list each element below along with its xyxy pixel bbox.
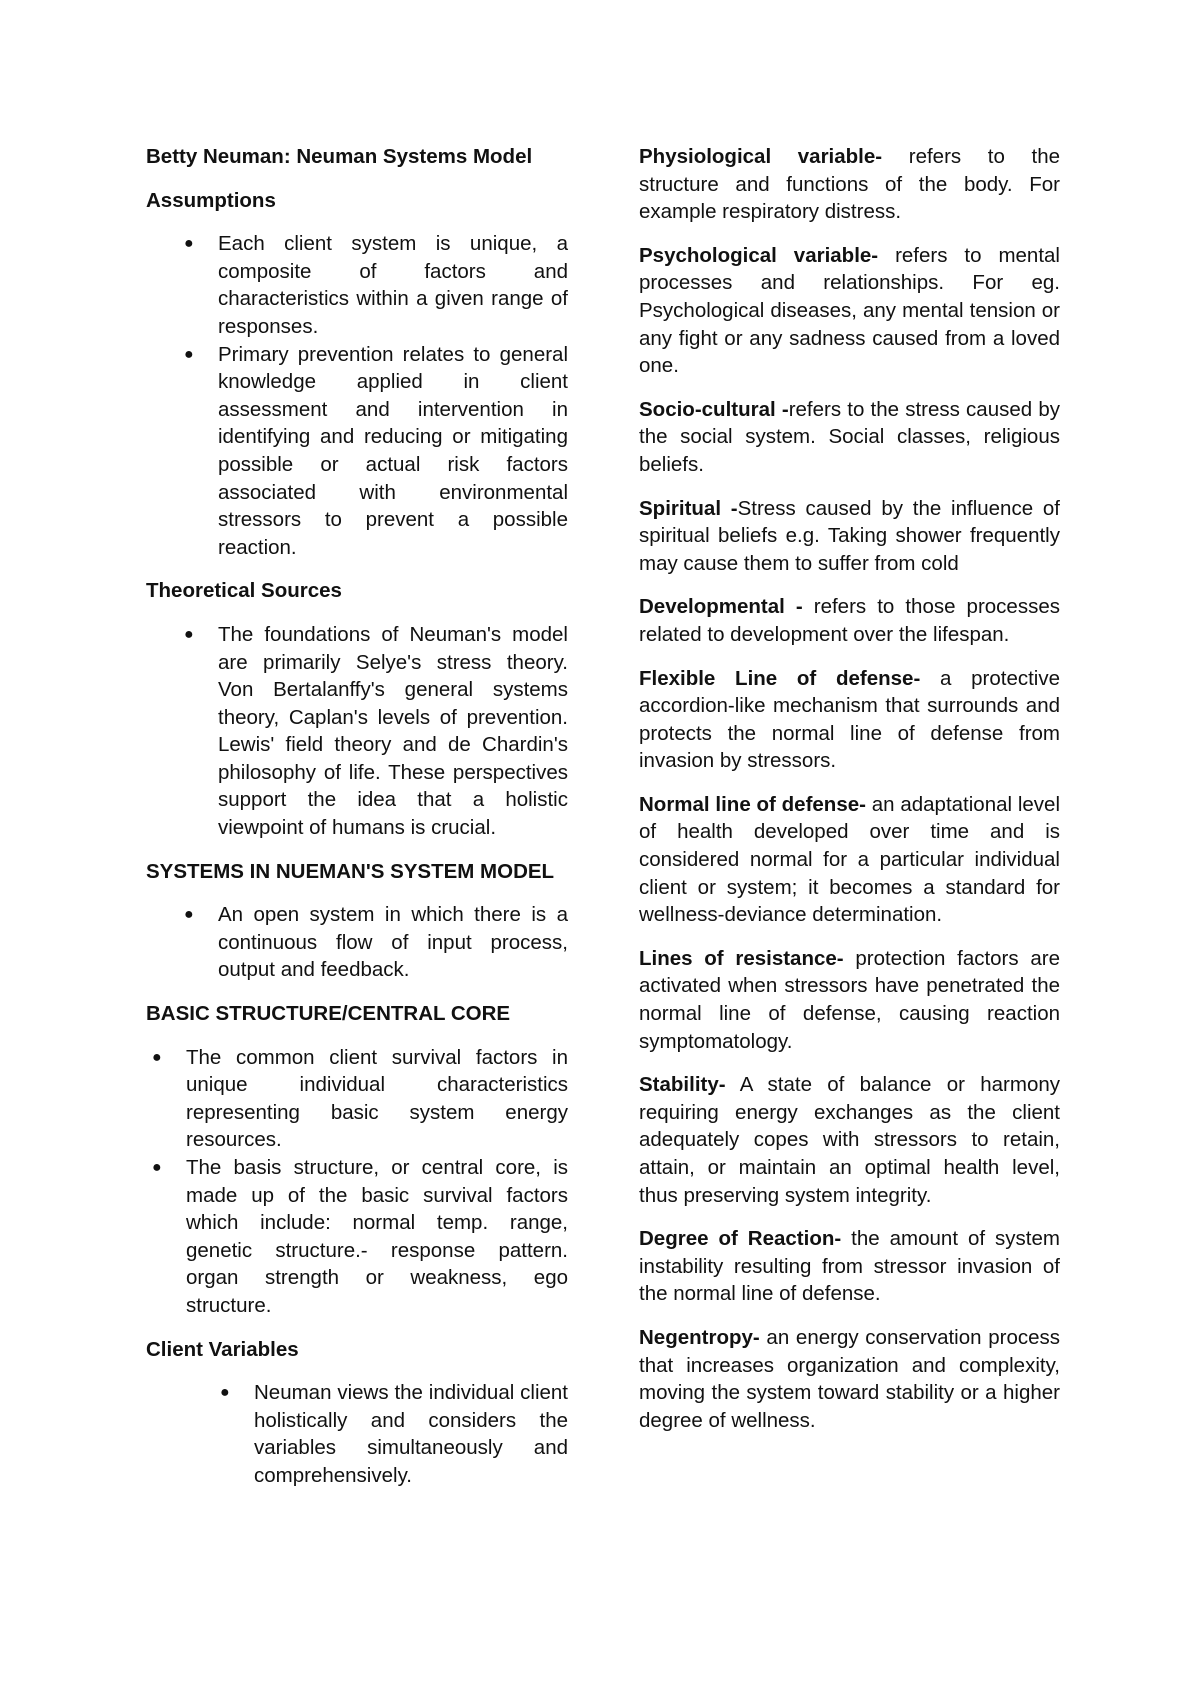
definition-normal-line: Normal line of defense- an adaptational level of health developed over time and is considered normal for a particular individual client or system; it becomes a standard for wellness-deviance determination.: [639, 792, 1061, 927]
definition-stability: Stability- A state of balance or harmony requiring energy exchanges as the client adequately copes with stressors to retain, attain, or maintain an optimal health level, thus preserving system integrity.: [639, 1073, 1060, 1207]
assumptions-list: [184, 230, 568, 561]
list-item: ● The basis structure, or central core, is made up of the basic survival factors which include: normal temp. range, genetic structure.- response pattern. organ strength or weakness, ego structure.: [152, 1156, 568, 1317]
list-item: ● Neuman views the individual client holistically and considers the variables simultaneously and comprehensively.: [220, 1381, 568, 1487]
definition-developmental: Developmental - refers to those processes related to development over the lifespan.: [639, 595, 1060, 646]
right-column: [639, 143, 1060, 1450]
central-core-heading: BASIC STRUCTURE/CENTRAL CORE: [146, 1002, 511, 1026]
client-variables-list: [220, 1379, 568, 1489]
bullet-icon: ●: [220, 1384, 230, 1402]
systems-list: [184, 901, 568, 984]
bullet-icon: ●: [152, 1048, 162, 1066]
theoretical-sources-heading: Theoretical Sources: [146, 579, 342, 603]
assumptions-heading: Assumptions: [146, 188, 276, 212]
bullet-icon: ●: [184, 906, 194, 924]
definition-psychological: Psychological variable- refers to mental processes and relationships. For eg. Psychological diseases, any mental tension or any fight or any sadness caused from a loved one.: [639, 243, 1060, 378]
list-item: ● Each client system is unique, a composite of factors and characteristics within a given range of responses.: [184, 232, 568, 338]
bullet-icon: ●: [152, 1159, 162, 1176]
left-column: [146, 143, 568, 1506]
definition-spiritual: Spiritual -Stress caused by the influence of spiritual beliefs e.g. Taking shower frequently may cause them to suffer from cold: [639, 496, 1060, 575]
bullet-icon: ●: [184, 235, 194, 253]
central-core-list: [152, 1044, 568, 1320]
list-item: ● Primary prevention relates to general knowledge applied in client assessment and intervention in identifying and reducing or mitigating possible or actual risk factors associated with environmental stressors to prevent a possible reaction.: [184, 342, 568, 559]
list-item: ● An open system in which there is a continuous flow of input process, output and feedback.: [184, 903, 568, 982]
theoretical-sources-list: [184, 621, 568, 842]
definition-physiological: Physiological variable- refers to the structure and functions of the body. For example respiratory distress.: [639, 145, 1060, 224]
definition-lines-of-resistance: Lines of resistance- protection factors are activated when stressors have penetrated the normal line of defense, causing reaction symptomatology.: [639, 946, 1061, 1053]
systems-heading: SYSTEMS IN NUEMAN'S SYSTEM MODEL: [146, 859, 555, 883]
bullet-icon: ●: [184, 625, 194, 643]
definition-socio-cultural: Socio-cultural -refers to the stress caused by the social system. Social classes, religious beliefs.: [639, 397, 1060, 476]
client-variables-heading: Client Variables: [146, 1337, 299, 1361]
list-item: ● The foundations of Neuman's model are primarily Selye's stress theory. Von Bertalanffy's general systems theory, Caplan's levels of prevention. Lewis' field theory and de Chardin's philosophy of life. These perspectives support the idea that a holistic viewpoint of humans is crucial.: [184, 622, 568, 840]
bullet-icon: ●: [184, 345, 194, 363]
document-title: Betty Neuman: Neuman Systems Model: [146, 145, 533, 168]
list-item: ● The common client survival factors in unique individual characteristics representing basic system energy resources.: [152, 1045, 568, 1152]
definition-degree-of-reaction: Degree of Reaction- the amount of system instability resulting from stressor invasion of the normal line of defense.: [639, 1227, 1060, 1306]
definition-flexible-line: Flexible Line of defense- a protective accordion-like mechanism that surrounds and protects the normal line of defense from invasion by stressors.: [639, 666, 1060, 773]
definition-negentropy: Negentropy- an energy conservation process that increases organization and complexity, moving the system toward stability or a higher degree of wellness.: [639, 1325, 1060, 1432]
